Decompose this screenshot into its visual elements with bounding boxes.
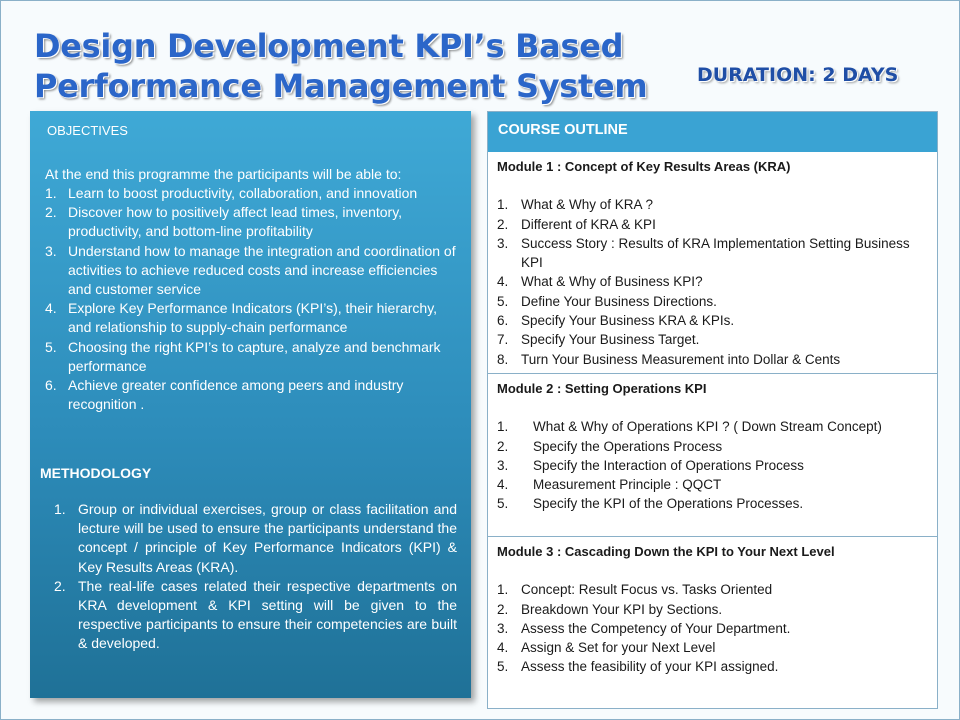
module-topic [497, 272, 929, 291]
topic-text: Assess the Competency of Your Department. [521, 620, 791, 636]
course-outline-heading: COURSE OUTLINE [488, 112, 937, 152]
topic-number: 1. [497, 419, 509, 435]
topic-text: Assign & Set for your Next Level [521, 640, 716, 656]
module-topic [497, 234, 929, 273]
objective-number: 1. [45, 185, 57, 201]
title-line-2: Performance Management System [34, 67, 648, 105]
topic-text: Specify Your Business KRA & KPIs. [521, 313, 735, 329]
objective-text: Learn to boost productivity, collaboration, and innovation [68, 185, 418, 201]
topic-text: Specify Your Business Target. [521, 332, 700, 348]
objective-number: 4. [45, 300, 57, 317]
objective-number: 3. [45, 242, 57, 259]
module-topic [497, 417, 929, 436]
topic-text: Specify the Operations Process [533, 438, 723, 454]
topic-number: 4. [497, 640, 509, 656]
topic-number: 5. [497, 293, 509, 309]
module-title: Module 3 : Cascading Down the KPI to Your Next Level [497, 544, 835, 559]
module-topic [497, 350, 929, 369]
module-topic-list [497, 580, 929, 676]
module-2 [488, 374, 937, 537]
module-topic [497, 475, 929, 494]
topic-number: 2. [497, 438, 509, 454]
topic-number: 5. [497, 496, 509, 512]
objectives-heading: OBJECTIVES [47, 123, 128, 138]
topic-text: Assess the feasibility of your KPI assigned. [521, 659, 779, 675]
topic-text: Success Story : Results of KRA Implementation Setting Business KPI [521, 235, 910, 271]
methodology-text: The real-life cases related their respective departments on KRA development & KPI setting will be given to the respective participants to ensure their competencies are built & developed. [78, 577, 457, 652]
objective-text: Discover how to positively affect lead times, inventory, productivity, and bottom-line profitability [68, 204, 403, 240]
topic-number: 3. [497, 235, 509, 251]
objective-number: 6. [45, 377, 57, 394]
module-topic-list [497, 195, 929, 369]
objective-item [45, 299, 457, 337]
topic-number: 4. [497, 274, 509, 290]
topic-number: 6. [497, 313, 509, 329]
course-outline-panel [487, 111, 938, 709]
module-topic [497, 311, 929, 330]
module-topic [497, 494, 929, 513]
module-topic [497, 580, 929, 599]
topic-text: Turn Your Business Measurement into Dollar & Cents [521, 351, 841, 367]
methodology-text: Group or individual exercises, group or class facilitation and lecture will be used to ensure the participants understand the concept / principle of Key Performance Indicators (KPI) & Key Results Areas (KRA). [78, 501, 457, 575]
module-topic [497, 619, 929, 638]
objectives-panel [30, 111, 471, 698]
objective-text: Understand how to manage the integration and coordination of activities to achieve reduced costs and increase efficiencies and customer service [68, 242, 456, 298]
topic-text: Define Your Business Directions. [521, 293, 717, 309]
module-topic [497, 638, 929, 657]
topic-text: What & Why of Operations KPI ? ( Down Stream Concept) [533, 419, 882, 435]
objective-item [45, 242, 457, 300]
objective-text: Choosing the right KPI’s to capture, analyze and benchmark performance [68, 338, 441, 374]
objectives-intro: At the end this programme the participants will be able to: [45, 166, 402, 182]
topic-number: 4. [497, 477, 509, 493]
module-topic [497, 600, 929, 619]
topic-number: 2. [497, 216, 509, 232]
module-3 [488, 537, 937, 677]
objectives-list [45, 184, 457, 414]
topic-text: Concept: Result Focus vs. Tasks Oriented [521, 582, 773, 598]
title-line-1: Design Development KPI’s Based [34, 27, 624, 65]
objective-number: 5. [45, 338, 57, 355]
topic-number: 8. [497, 351, 509, 367]
module-topic [497, 195, 929, 214]
module-1 [488, 152, 937, 374]
module-title: Module 1 : Concept of Key Results Areas (KRA) [497, 159, 791, 174]
objective-item [45, 376, 457, 414]
methodology-number: 2. [54, 577, 66, 594]
objective-item [45, 338, 457, 376]
module-title: Module 2 : Setting Operations KPI [497, 381, 707, 396]
topic-number: 5. [497, 659, 509, 675]
topic-number: 3. [497, 457, 509, 473]
topic-number: 3. [497, 620, 509, 636]
module-topic [497, 437, 929, 456]
topic-text: Measurement Principle : QQCT [533, 477, 722, 493]
module-topic-list [497, 417, 929, 513]
topic-text: Breakdown Your KPI by Sections. [521, 601, 723, 617]
module-topic [497, 292, 929, 311]
module-topic [497, 456, 929, 475]
module-topic [497, 657, 929, 676]
slide-title [34, 26, 674, 106]
objective-item [45, 184, 457, 203]
topic-text: Specify the KPI of the Operations Processes. [533, 496, 804, 512]
topic-text: Different of KRA & KPI [521, 216, 656, 232]
topic-text: What & Why of Business KPI? [521, 274, 703, 290]
objective-text: Explore Key Performance Indicators (KPI’s), their hierarchy, and relationship to supply-chain performance [68, 300, 438, 336]
objective-item [45, 203, 457, 241]
topic-number: 7. [497, 332, 509, 348]
methodology-item [54, 500, 457, 577]
module-topic [497, 330, 929, 349]
objective-number: 2. [45, 204, 57, 221]
module-topic [497, 215, 929, 234]
topic-text: Specify the Interaction of Operations Process [533, 457, 804, 473]
objective-text: Achieve greater confidence among peers and industry recognition . [68, 377, 404, 413]
topic-number: 1. [497, 582, 509, 598]
topic-text: What & Why of KRA ? [521, 197, 654, 213]
topic-number: 2. [497, 601, 509, 617]
methodology-list [54, 500, 457, 654]
methodology-number: 1. [54, 501, 66, 517]
duration-label: DURATION: 2 DAYS [697, 64, 899, 86]
methodology-heading: METHODOLOGY [40, 465, 152, 481]
methodology-item [54, 577, 457, 654]
topic-number: 1. [497, 197, 509, 213]
